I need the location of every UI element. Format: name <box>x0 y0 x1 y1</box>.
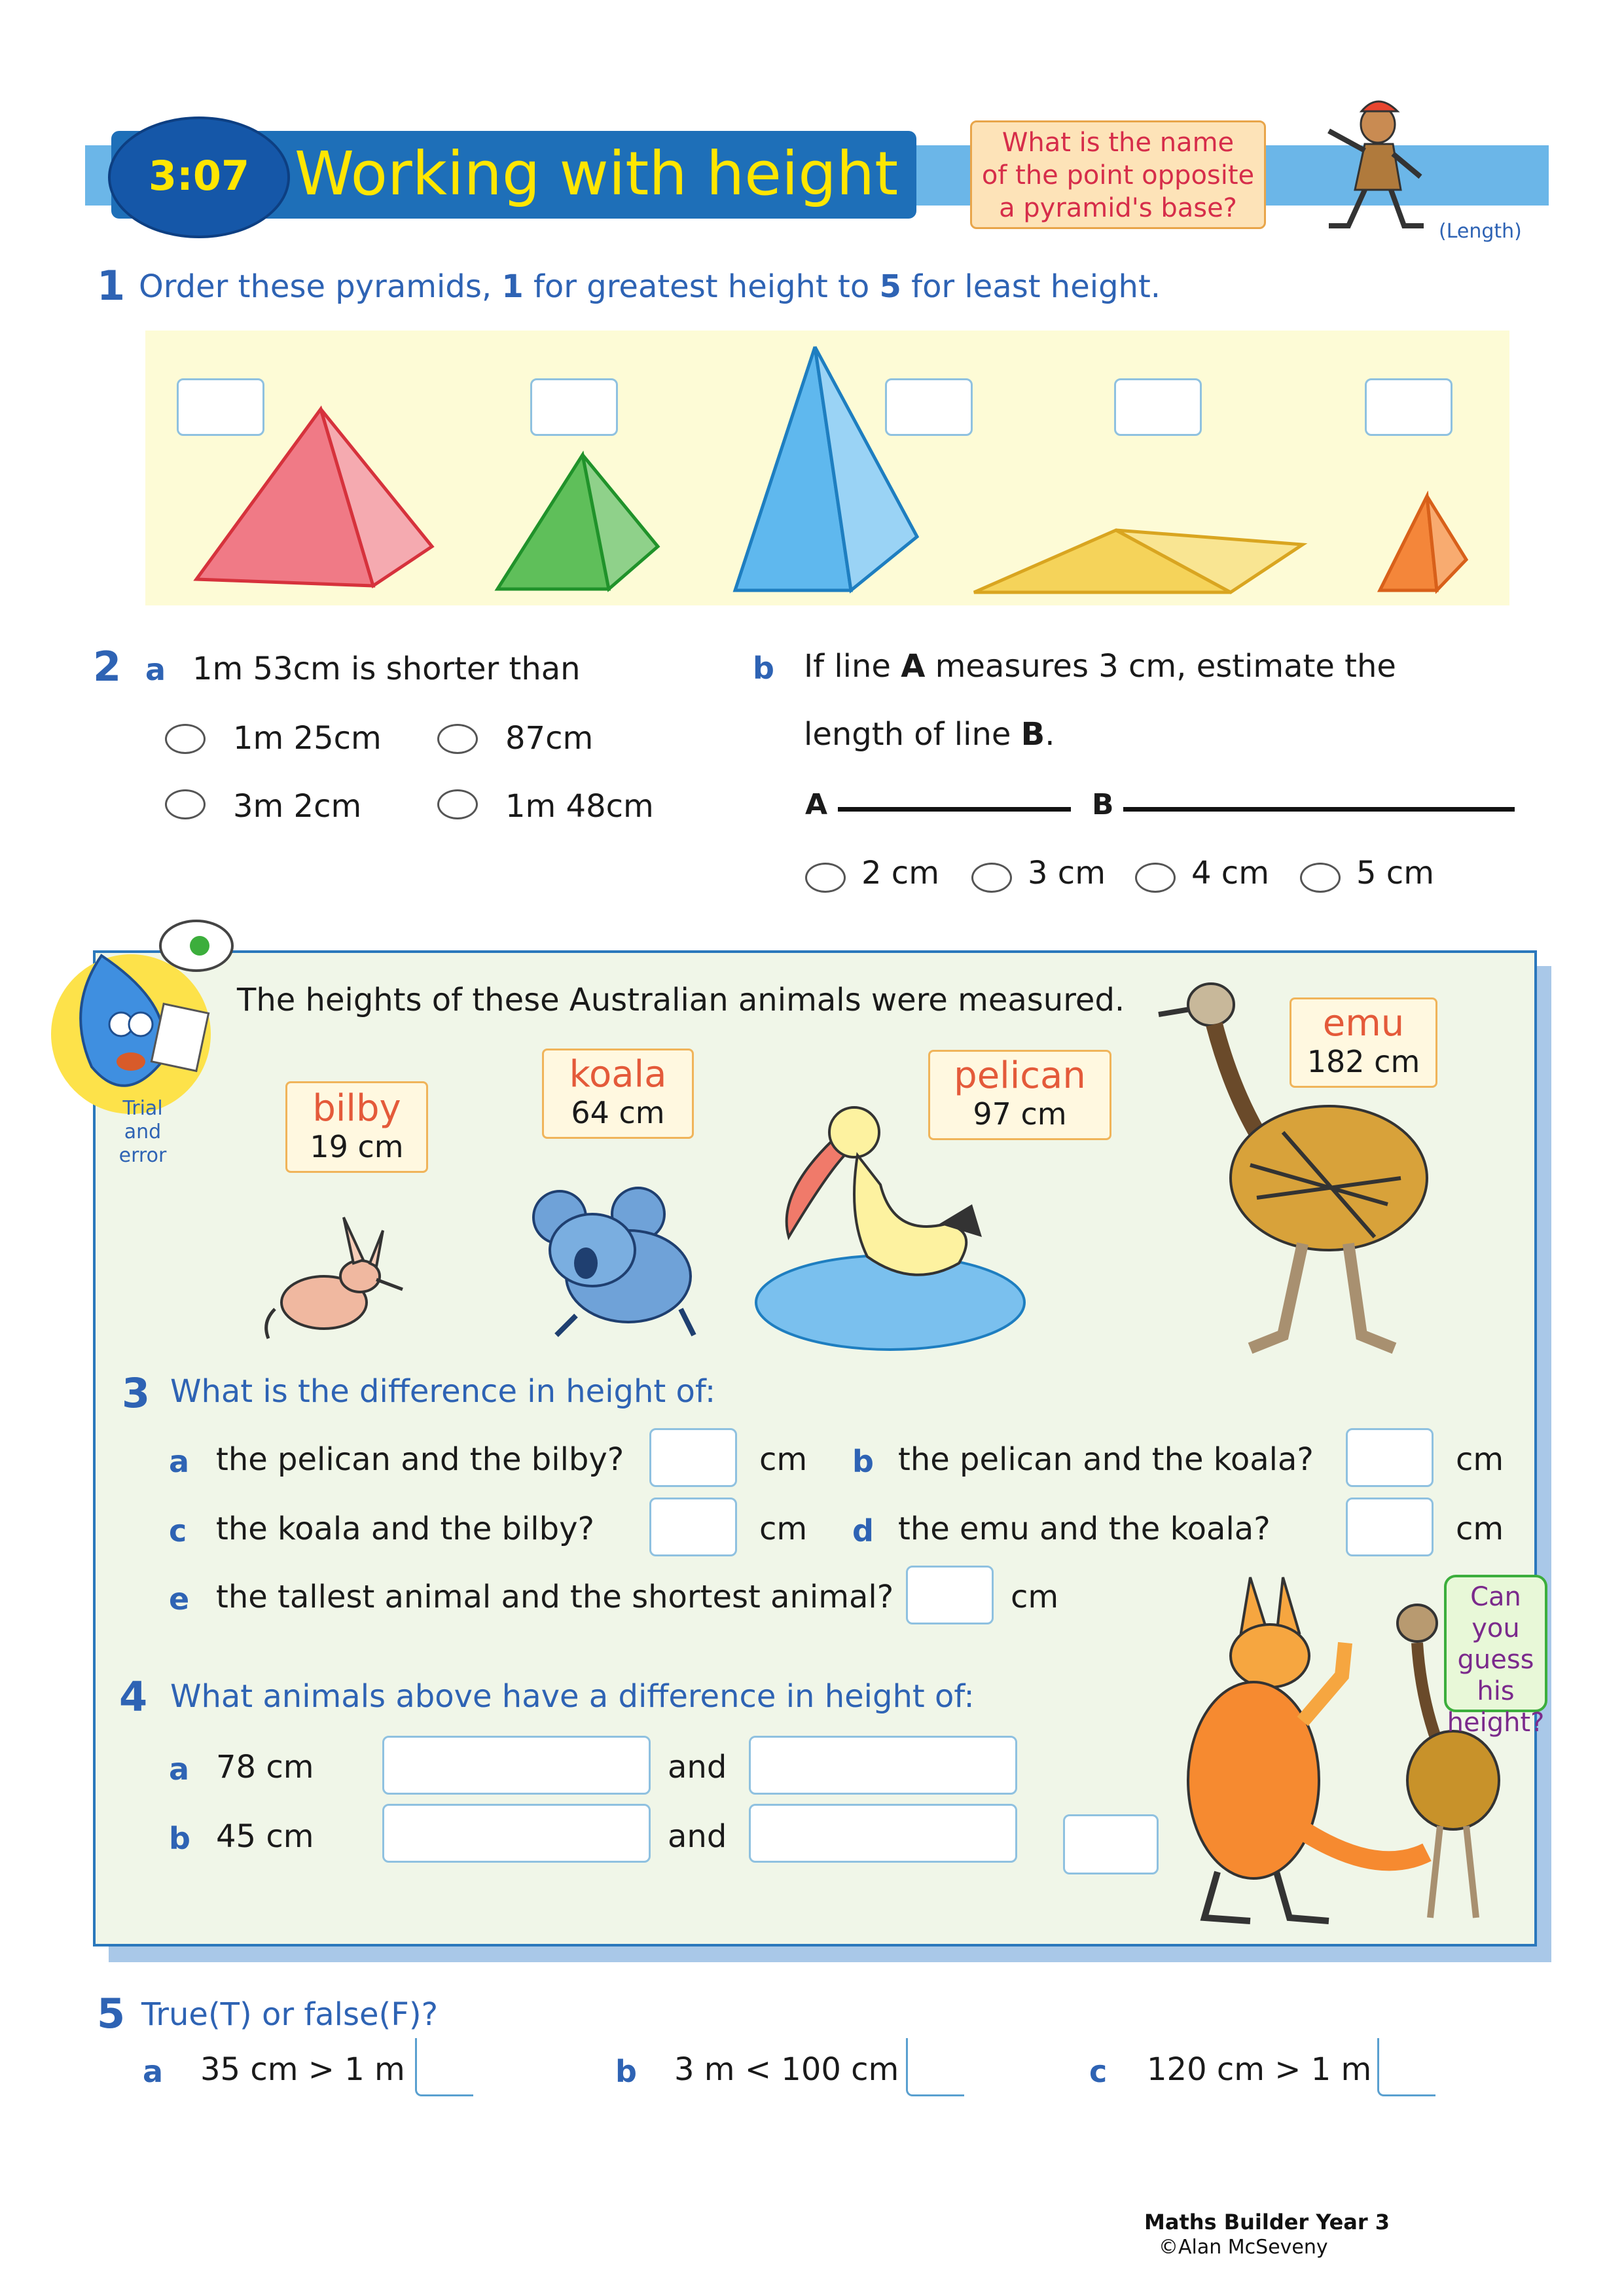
question-text: True(T) or false(F)? <box>141 1996 439 2033</box>
q5b-text: 3 m < 100 cm <box>674 2051 899 2088</box>
footer-copyright: ©Alan McSeveny <box>1159 2236 1328 2259</box>
guess-height-answer-box[interactable] <box>1063 1814 1159 1874</box>
animal-height: 97 cm <box>973 1096 1067 1132</box>
question-number: 1 <box>97 262 126 310</box>
part-letter: c <box>1089 2054 1108 2089</box>
question-number: 2 <box>93 643 122 691</box>
q4b-text: 45 cm <box>216 1818 314 1855</box>
red-pyramid-icon <box>190 403 439 599</box>
unit-label: cm <box>759 1511 808 1547</box>
unit-label: cm <box>1011 1579 1059 1615</box>
topic-label: (Length) <box>1439 220 1522 243</box>
question-text: What animals above have a difference in height of: <box>170 1678 975 1715</box>
bubble-line: his <box>1477 1676 1515 1706</box>
rank-box-yellow-pyramid[interactable] <box>1114 378 1202 436</box>
pelican-icon <box>749 1086 1031 1361</box>
animal-name: pelican <box>954 1054 1086 1097</box>
callout-line: a pyramid's base? <box>999 193 1237 223</box>
q5c-answer-box[interactable] <box>1377 2038 1435 2096</box>
strategy-line: and <box>124 1121 162 1143</box>
part-letter: c <box>169 1513 187 1549</box>
q5c-text: 120 cm > 1 m <box>1147 2051 1372 2088</box>
q2b-option-radio[interactable] <box>805 863 846 893</box>
text-part-bold: 5 <box>879 268 901 305</box>
part-letter: e <box>169 1581 190 1617</box>
animal-name: koala <box>569 1053 667 1096</box>
question-callout <box>970 120 1266 229</box>
animals-intro: The heights of these Australian animals were measured. <box>237 982 1125 1018</box>
line-a <box>838 807 1071 812</box>
q3c-answer-box[interactable] <box>649 1498 737 1556</box>
unit-label: cm <box>1456 1511 1504 1547</box>
text-part: Order these pyramids, <box>139 268 502 305</box>
question-number: 4 <box>119 1673 148 1721</box>
text-part: measures 3 cm, estimate the <box>925 648 1396 685</box>
q2b-option-radio[interactable] <box>971 863 1012 893</box>
q2b-option-label: 5 cm <box>1356 855 1434 891</box>
q3d-answer-box[interactable] <box>1346 1498 1434 1556</box>
bubble-line: guess <box>1457 1645 1534 1675</box>
green-pyramid-icon <box>494 448 664 599</box>
part-letter: b <box>169 1821 190 1856</box>
line-a-label: A <box>805 788 828 821</box>
unit-label: cm <box>1456 1441 1504 1478</box>
emu-icon <box>1152 969 1447 1361</box>
blue-pyramid-icon <box>730 340 926 602</box>
strategy-line: Trial <box>122 1097 163 1120</box>
part-letter: d <box>852 1513 874 1549</box>
q3a-text: the pelican and the bilby? <box>216 1441 624 1478</box>
question-text: What is the difference in height of: <box>170 1373 716 1410</box>
animal-name: emu <box>1322 1002 1405 1045</box>
q5a-text: 35 cm > 1 m <box>200 2051 405 2088</box>
yellow-pyramid-icon <box>969 524 1309 602</box>
q2b-prompt-line1 <box>804 648 1396 685</box>
callout-line: of the point opposite <box>981 160 1255 190</box>
q3e-text: the tallest animal and the shortest animal? <box>216 1579 894 1615</box>
question-number: 3 <box>122 1369 151 1417</box>
rank-box-green-pyramid[interactable] <box>530 378 618 436</box>
animal-height: 182 cm <box>1307 1044 1420 1079</box>
explorer-character-icon <box>1316 92 1434 236</box>
question-text <box>139 268 1161 305</box>
and-label: and <box>668 1749 727 1785</box>
part-letter: a <box>169 1751 190 1787</box>
q2a-option-label: 1m 25cm <box>233 720 382 757</box>
part-letter: a <box>143 2054 164 2089</box>
text-part: for greatest height to <box>523 268 880 305</box>
q2a-option-label: 1m 48cm <box>505 788 654 825</box>
q2b-option-label: 4 cm <box>1191 855 1269 891</box>
question-number: 5 <box>97 1990 126 2037</box>
q5b-answer-box[interactable] <box>906 2038 964 2096</box>
q4b-answer-box-2[interactable] <box>749 1804 1017 1863</box>
q2a-prompt: 1m 53cm is shorter than <box>192 651 581 687</box>
q4a-answer-box-1[interactable] <box>382 1736 651 1795</box>
orange-pyramid-icon <box>1375 491 1473 596</box>
q3b-text: the pelican and the koala? <box>898 1441 1314 1478</box>
animal-height: 19 cm <box>310 1129 404 1164</box>
q2b-option-label: 3 cm <box>1028 855 1106 891</box>
text-part-bold: A <box>901 648 926 685</box>
q2a-option-radio[interactable] <box>437 724 478 754</box>
animal-height: 64 cm <box>571 1095 665 1130</box>
q2a-option-label: 3m 2cm <box>233 788 362 825</box>
page-title: Working with height <box>295 139 899 209</box>
q2b-option-radio[interactable] <box>1135 863 1176 893</box>
unit-label: cm <box>759 1441 808 1478</box>
lesson-number: 3:07 <box>148 152 250 200</box>
q3c-text: the koala and the bilby? <box>216 1511 594 1547</box>
q4b-answer-box-1[interactable] <box>382 1804 651 1863</box>
q3d-text: the emu and the koala? <box>898 1511 1271 1547</box>
bubble-line: height? <box>1447 1708 1545 1738</box>
part-letter: b <box>615 2054 637 2089</box>
q2b-prompt-line2 <box>804 716 1055 753</box>
text-part: for least height. <box>901 268 1161 305</box>
speech-bubble <box>1444 1575 1547 1738</box>
part-letter: a <box>169 1444 190 1479</box>
strategy-label <box>99 1097 186 1168</box>
q2b-option-label: 2 cm <box>861 855 939 891</box>
q2b-option-radio[interactable] <box>1300 863 1341 893</box>
q2a-option-radio[interactable] <box>165 789 206 819</box>
bilby-tag <box>285 1081 428 1173</box>
rank-box-orange-pyramid[interactable] <box>1365 378 1453 436</box>
text-part-bold: B <box>1020 716 1045 753</box>
q2a-option-radio[interactable] <box>165 724 206 754</box>
q3b-answer-box[interactable] <box>1346 1428 1434 1487</box>
q2a-option-label: 87cm <box>505 720 594 757</box>
callout-line: What is the name <box>1001 128 1235 158</box>
strategy-line: error <box>118 1144 167 1167</box>
part-letter: b <box>753 651 774 686</box>
part-letter: b <box>852 1444 874 1479</box>
part-letter: a <box>145 652 166 687</box>
koala-icon <box>530 1178 700 1342</box>
line-b <box>1123 807 1515 812</box>
q5a-answer-box[interactable] <box>415 2038 473 2096</box>
animal-name: bilby <box>312 1087 401 1130</box>
bubble-line: Can you <box>1470 1582 1521 1643</box>
q3e-answer-box[interactable] <box>906 1566 994 1624</box>
q4a-text: 78 cm <box>216 1749 314 1785</box>
text-part: If line <box>804 648 901 685</box>
text-part: . <box>1045 716 1055 753</box>
text-part-bold: 1 <box>501 268 524 305</box>
bilby-icon <box>255 1211 406 1342</box>
and-label: and <box>668 1818 727 1855</box>
q4a-answer-box-2[interactable] <box>749 1736 1017 1795</box>
line-b-label: B <box>1092 788 1114 821</box>
koala-tag <box>542 1049 694 1139</box>
q3a-answer-box[interactable] <box>649 1428 737 1487</box>
footer-book: Maths Builder Year 3 <box>1144 2210 1390 2234</box>
q2a-option-radio[interactable] <box>437 789 478 819</box>
text-part: length of line <box>804 716 1021 753</box>
